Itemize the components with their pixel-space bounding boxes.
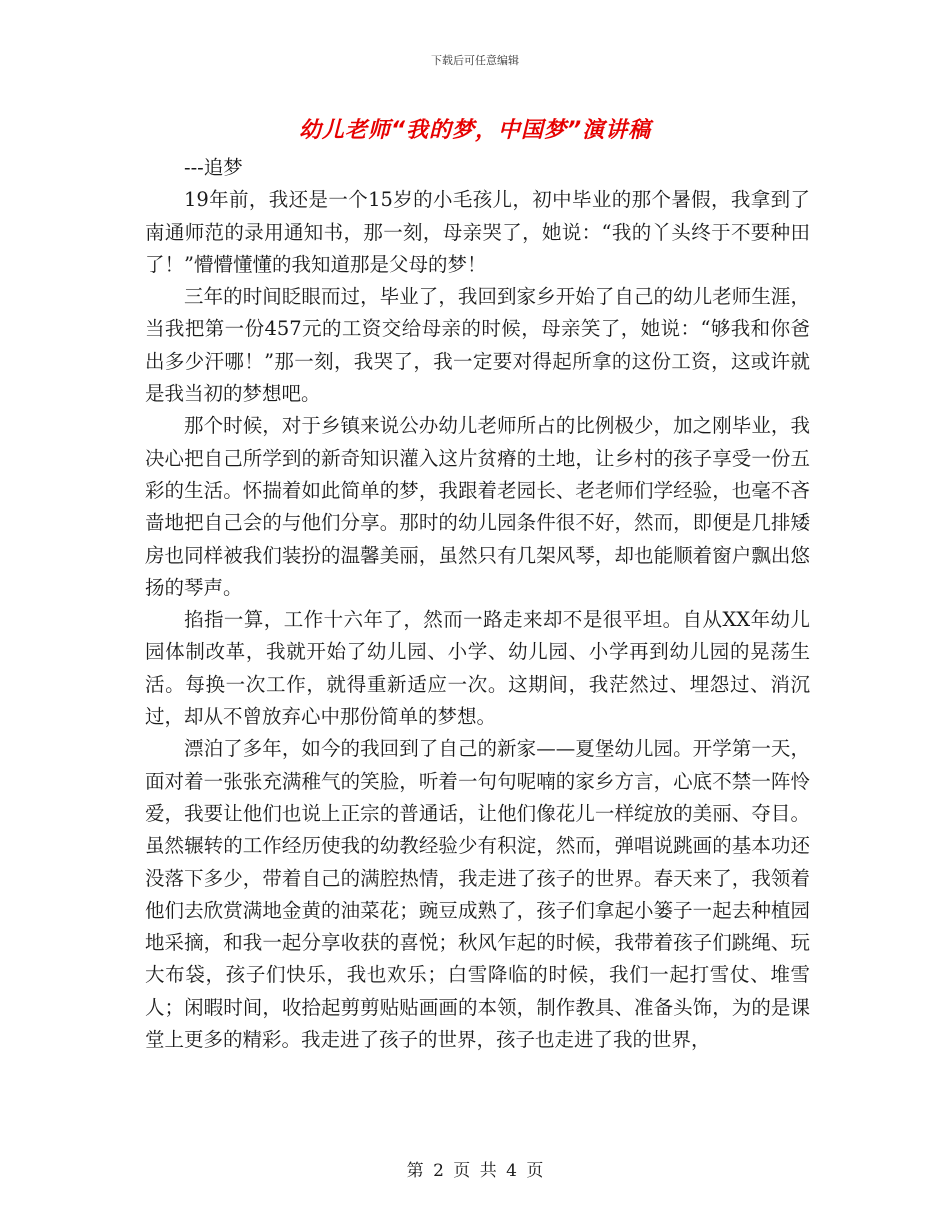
paragraph-5: 漂泊了多年，如今的我回到了自己的新家——夏堡幼儿园。开学第一天，面对着一张张充满稚气的笑脸，听着一句句呢喃的家乡方言，心底不禁一阵怜爱，我要让他们也说上正宗的普通话，让他们像花儿一样绽放的美丽、夺目。虽然辗转的工作经历使我的幼教经验少有积淀，然而，弹唱说跳画的基本功还没落下多少，带着自己的满腔热情，我走进了孩子的世界。春天来了，我领着他们去欣赏满地金黄的油菜花；豌豆成熟了，孩子们拿起小篓子一起去种植园地采摘，和我一起分享收获的喜悦；秋风乍起的时候，我带着孩子们跳绳、玩大布袋，孩子们快乐，我也欢乐；白雪降临的时候，我们一起打雪仗、堆雪人；闲暇时间，收拾起剪剪贴贴画画的本领，制作教具、准备头饰，为的是课堂上更多的精彩。我走进了孩子的世界，孩子也走进了我的世界，: [145, 737, 810, 1052]
paragraph-2: 三年的时间眨眼而过，毕业了，我回到家乡开始了自己的幼儿老师生涯，当我把第一份457元的工资交给母亲的时候，母亲笑了，她说：“够我和你爸出多少汗哪！”那一刻，我哭了，我一定要对得起所拿的这份工资，这或许就是我当初的梦想吧。: [145, 285, 810, 406]
page-header-note: 下载后可任意编辑: [431, 54, 519, 67]
paragraph-1: 19年前，我还是一个15岁的小毛孩儿，初中毕业的那个暑假，我拿到了南通师范的录用通知书，那一刻，母亲哭了，她说：“我的丫头终于不要种田了！”懵懵懂懂的我知道那是父母的梦！: [145, 188, 810, 276]
paragraph-4: 掐指一算，工作十六年了，然而一路走来却不是很平坦。自从XX年幼儿园体制改革，我就开始了幼儿园、小学、幼儿园、小学再到幼儿园的晃荡生活。每换一次工作，就得重新适应一次。这期间，我茫然过、埋怨过、消沉过，却从不曾放弃心中那份简单的梦想。: [145, 608, 810, 729]
paragraph-3: 那个时候，对于乡镇来说公办幼儿老师所占的比例极少，加之刚毕业，我决心把自己所学到的新奇知识灌入这片贫瘠的土地，让乡村的孩子享受一份五彩的生活。怀揣着如此简单的梦，我跟着老园长、老老师们学经验，也毫不吝啬地把自己会的与他们分享。那时的幼儿园条件很不好，然而，即便是几排矮房也同样被我们装扮的温馨美丽，虽然只有几架风琴，却也能顺着窗户飘出悠扬的琴声。: [145, 414, 810, 599]
document-title: 幼儿老师“我的梦，中国梦”演讲稿: [298, 118, 652, 143]
page-number: 第 2 页 共 4 页: [406, 1161, 544, 1181]
document-subtitle: ---追梦: [184, 156, 243, 179]
document-body: [145, 152, 810, 1056]
